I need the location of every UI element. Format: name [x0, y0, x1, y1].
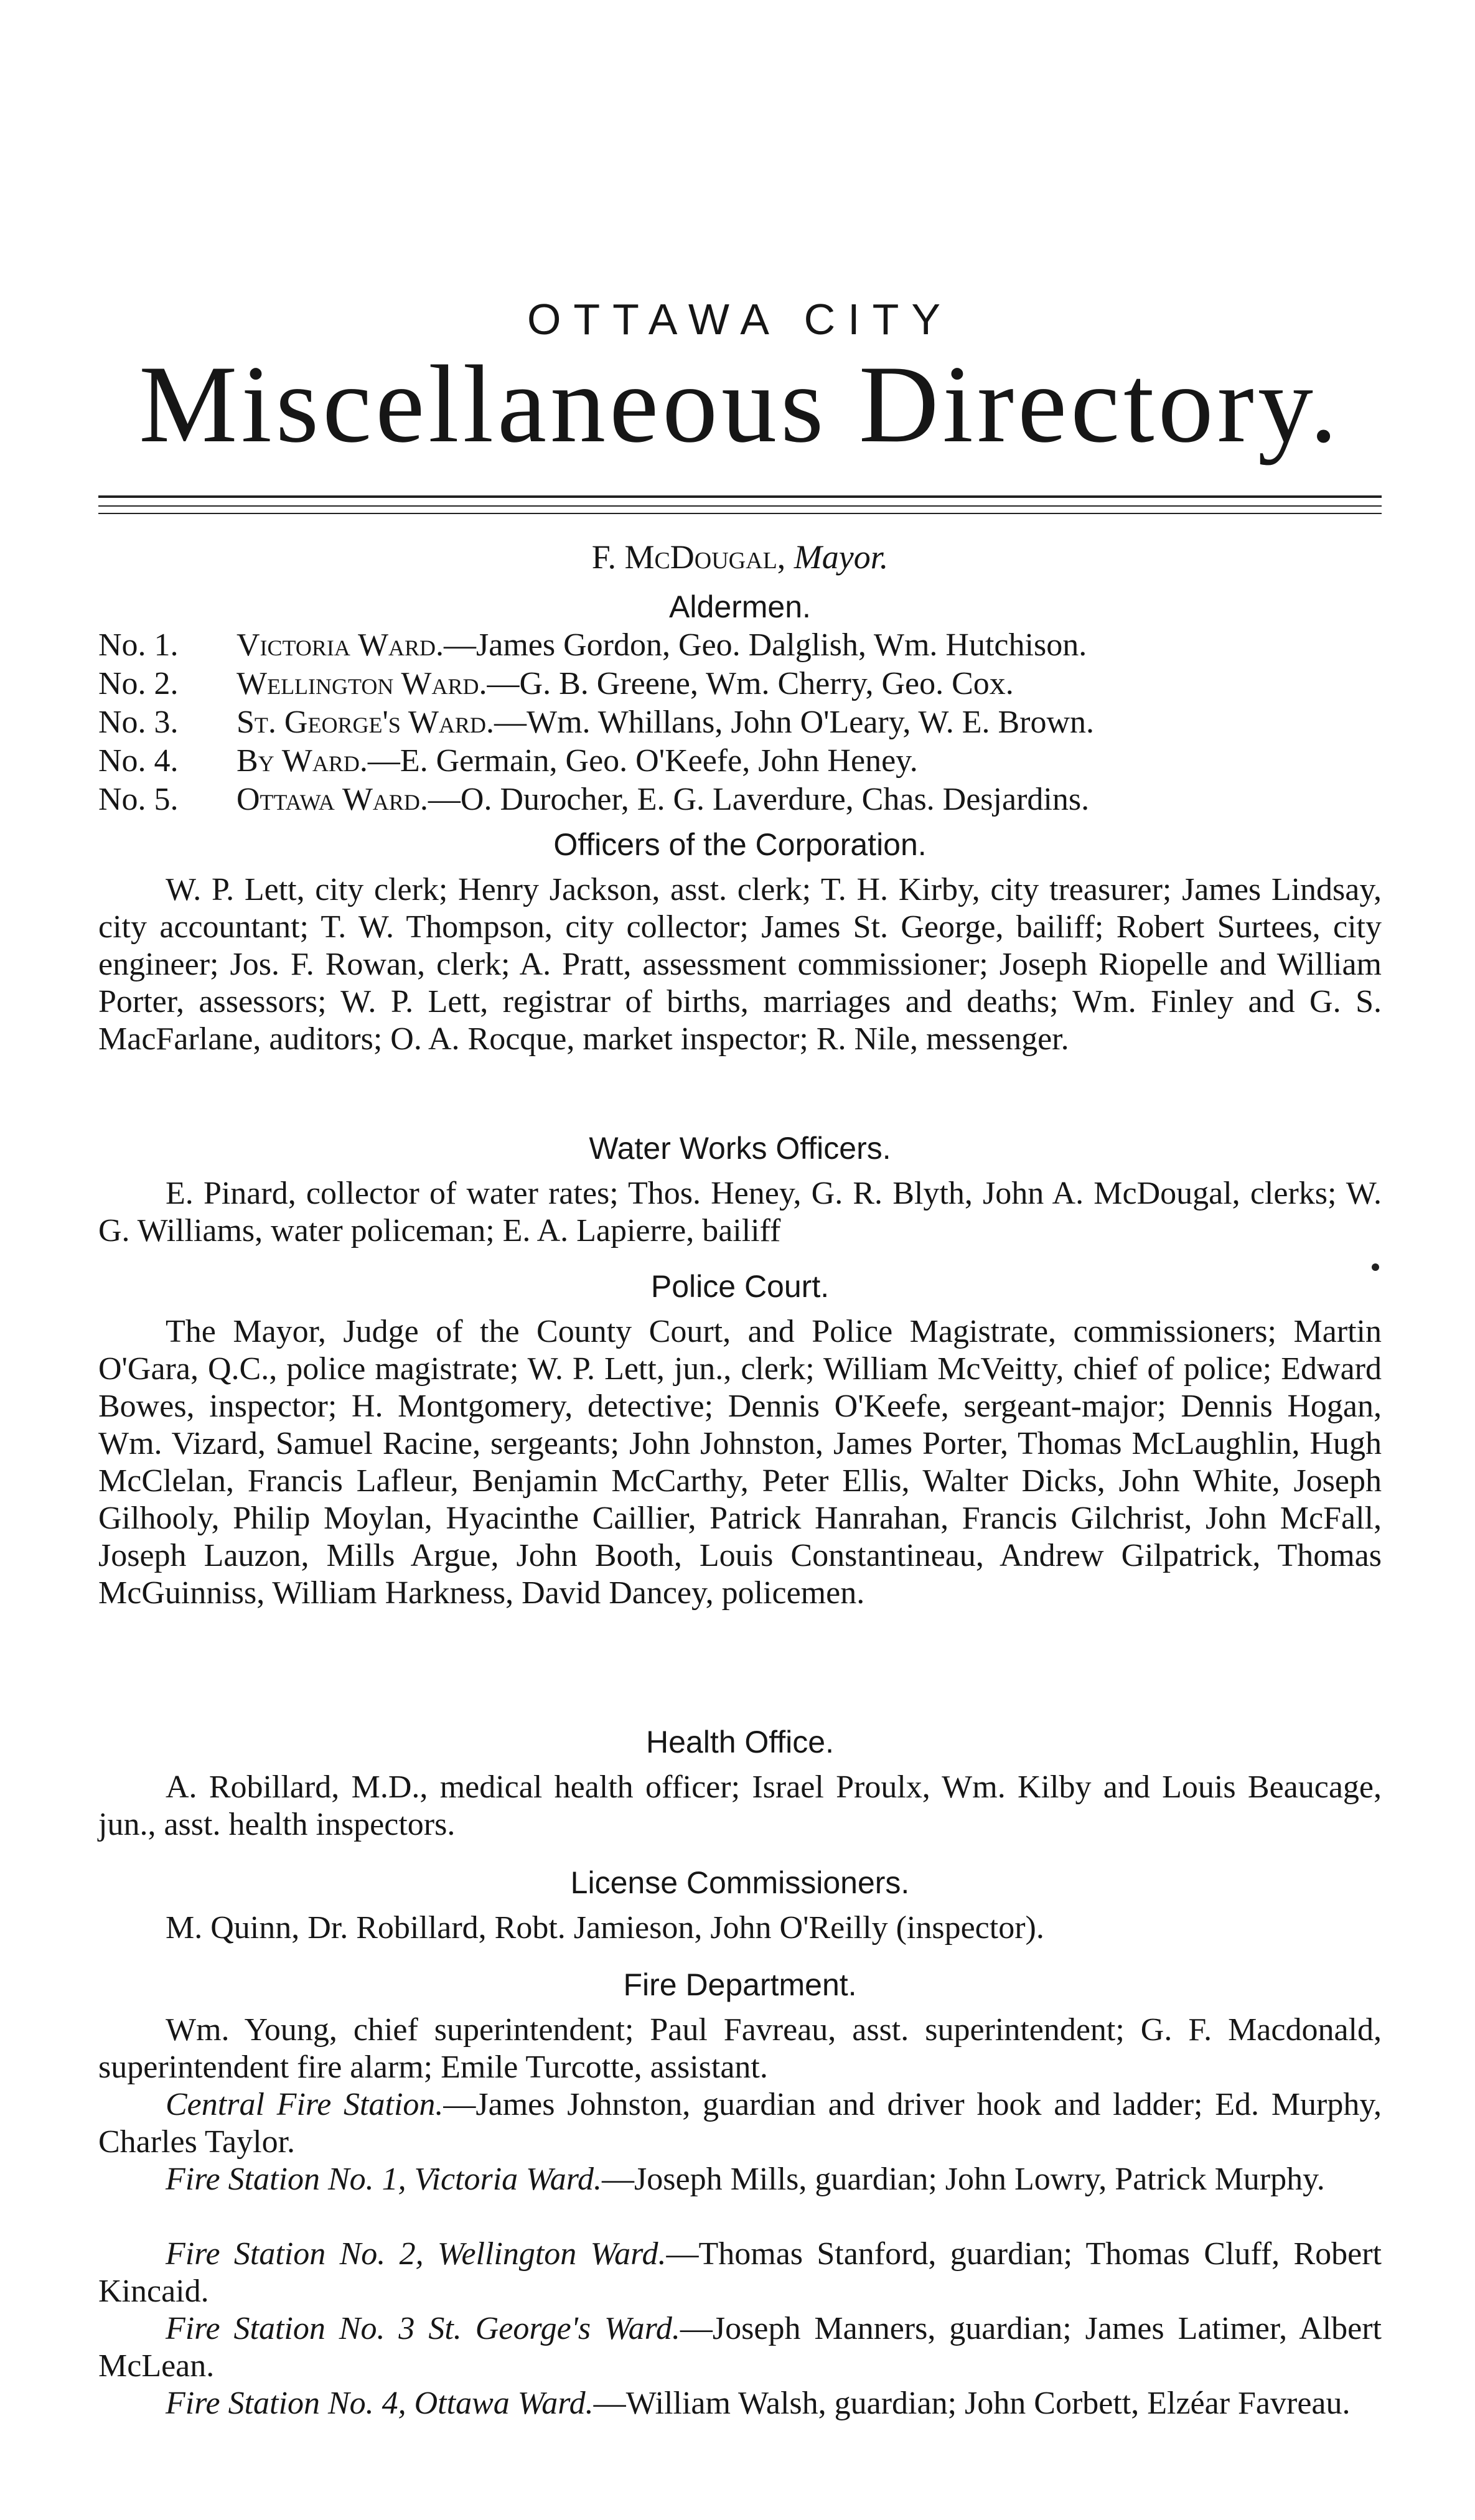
ward-number: No. 3. [98, 705, 179, 740]
fire-station-name: Fire Station No. 1, Victoria Ward. [166, 2162, 602, 2197]
section-aldermen: Aldermen. [669, 589, 811, 624]
fire-station-entry [98, 2385, 1382, 2422]
ward-name: Wellington Ward. [236, 666, 487, 701]
mayor-name: F. McDougal, [591, 538, 786, 576]
water-works-paragraph: E. Pinard, collector of water rates; Thos. Heney, G. R. Blyth, John A. McDougal, clerks; W. G. Williams, water policeman; E. A. Lapierre, bailiff [98, 1176, 1382, 1248]
health-office-paragraph: A. Robillard, M.D., medical health officer; Israel Proulx, Wm. Kilby and Louis Beaucage, jun., asst. health inspectors. [98, 1769, 1382, 1842]
fire-station-staff: —William Walsh, guardian; John Corbett, Elzéar Favreau. [593, 2386, 1351, 2421]
ward-name: Ottawa Ward. [236, 782, 428, 817]
fire-station-entry [98, 2161, 1382, 2198]
ward-number: No. 1. [98, 627, 179, 663]
ward-row [98, 742, 1382, 780]
header-kicker: OTTAWA CITY [527, 295, 953, 344]
fire-station-name: Fire Station No. 2, Wellington Ward. [166, 2236, 667, 2272]
section-police-court: Police Court. [650, 1269, 830, 1304]
officers-paragraph: W. P. Lett, city clerk; Henry Jackson, asst. clerk; T. H. Kirby, city treasurer; James Lindsay, city accountant; T. W. Thompson, city collector; James St. George, bailiff; Robert Surtees, city engineer; Jos. F. Rowan, clerk; A. Pratt, assessment commissioner; Joseph Riopelle and William Porter, assessors; W. P. Lett, registrar of births, marriages and deaths; Wm. Finley and G. S. MacFarlane, auditors; O. A. Rocque, market inspector; R. Nile, messenger. [98, 872, 1382, 1057]
ward-members: —G. B. Greene, Wm. Cherry, Geo. Cox. [487, 666, 1014, 701]
aldermen-list [98, 626, 1382, 819]
fire-station-staff: —Thomas Stanford, guardian; Thomas Cluff, Robert Kincaid. [98, 2236, 1382, 2309]
ward-number: No. 5. [98, 782, 179, 817]
ward-row [98, 780, 1382, 819]
fire-station-name: Fire Station No. 4, Ottawa Ward. [166, 2386, 594, 2421]
ward-name: Victoria Ward. [236, 627, 444, 663]
section-water-works: Water Works Officers. [589, 1131, 891, 1166]
fire-station-entry [98, 2310, 1382, 2385]
title-rule-bottom [98, 513, 1382, 514]
fire-station-staff: —Joseph Manners, guardian; James Latimer, Albert McLean. [98, 2311, 1382, 2384]
ward-members: —James Gordon, Geo. Dalglish, Wm. Hutchison. [444, 627, 1087, 663]
section-license-commissioners: License Commissioners. [570, 1865, 910, 1900]
fire-station-entry [98, 2236, 1382, 2310]
ward-name: By Ward. [236, 743, 368, 779]
section-officers: Officers of the Corporation. [553, 827, 927, 862]
ward-members: —E. Germain, Geo. O'Keefe, John Heney. [367, 743, 918, 779]
license-paragraph: M. Quinn, Dr. Robillard, Robt. Jamieson, John O'Reilly (inspector). [166, 1910, 1044, 1946]
fire-station-staff: —Joseph Mills, guardian; John Lowry, Patrick Murphy. [602, 2162, 1325, 2197]
fire-station-entry [98, 2086, 1382, 2161]
fire-station-staff: —James Johnston, guardian and driver hook and ladder; Ed. Murphy, Charles Taylor. [98, 2087, 1382, 2160]
section-fire-department: Fire Department. [623, 1967, 857, 2002]
page-title: Miscellaneous Directory. [139, 342, 1341, 466]
fire-station-name: Central Fire Station. [166, 2087, 444, 2122]
ward-row [98, 626, 1382, 665]
ward-name: St. George's Ward. [236, 705, 494, 740]
police-court-paragraph: The Mayor, Judge of the County Court, and Police Magistrate, commissioners; Martin O'Gara, Q.C., police magistrate; W. P. Lett, jun., clerk; William McVeitty, chief of police; Edward Bowes, inspector; H. Montgomery, detective; Dennis O'Keefe, sergeant-major; Dennis Hogan, Wm. Vizard, Samuel Racine, sergeants; John Johnston, James Porter, Thomas McLaughlin, Hugh McClelan, Francis Lafleur, Benjamin McCarthy, Peter Ellis, Walter Dicks, John White, Joseph Gilhooly, Philip Moylan, Hyacinthe Caillier, Patrick Hanrahan, Francis Gilchrist, John McFall, Joseph Lauzon, Mills Argue, John Booth, Louis Constantineau, Andrew Gilpatrick, Thomas McGuinniss, William Harkness, David Dancey, policemen. [98, 1314, 1382, 1611]
ward-members: —O. Durocher, E. G. Laverdure, Chas. Desjardins. [428, 782, 1090, 817]
mayor-line [98, 540, 1382, 574]
fire-station-name: Fire Station No. 3 St. George's Ward. [166, 2311, 680, 2346]
title-rule-middle [98, 505, 1382, 507]
section-health-office: Health Office. [645, 1725, 834, 1759]
ward-number: No. 2. [98, 666, 179, 701]
ward-row [98, 665, 1382, 703]
ward-row [98, 703, 1382, 742]
ward-number: No. 4. [98, 743, 179, 779]
fire-department-paragraph: Wm. Young, chief superintendent; Paul Favreau, asst. superintendent; G. F. Macdonald, superintendent fire alarm; Emile Turcotte, assistant. [98, 2012, 1382, 2085]
ward-members: —Wm. Whillans, John O'Leary, W. E. Brown. [494, 705, 1095, 740]
ink-dot [1372, 1263, 1379, 1271]
mayor-role: Mayor. [794, 538, 889, 576]
title-rule-top [98, 495, 1382, 498]
